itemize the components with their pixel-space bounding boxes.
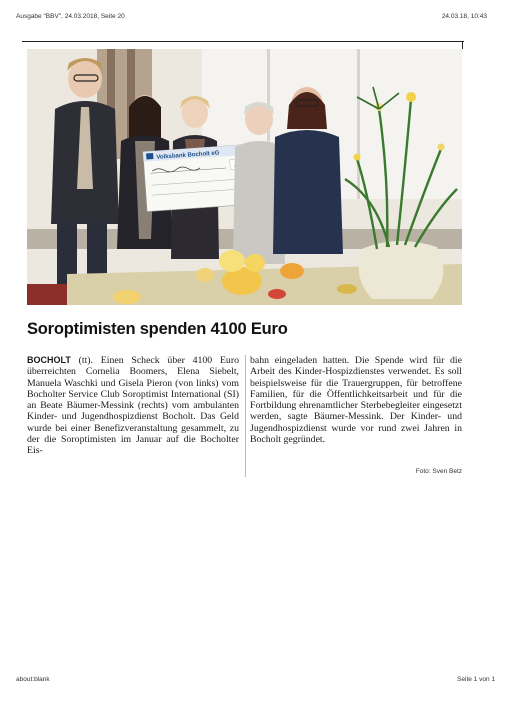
print-footer-page: Seite 1 von 1 xyxy=(457,676,495,683)
photo-illustration xyxy=(27,49,462,305)
print-header-edition: Ausgabe "BBV", 24.03.2018, Seite 20 xyxy=(16,13,125,20)
article-body-right-column xyxy=(250,355,462,445)
article-dateline: BOCHOLT xyxy=(27,355,71,365)
article-body-right-text: bahn eingeladen hatten. Die Spende wird für die Arbeit des Kinder-Hospizdienstes verwendet. Es soll beispielsweise für die Trauergruppen, für betroffene Familien, für die Öffentlichkeitsarbeit und für die Fortbildung ehrenamtlicher Sterbebegleiter eingesetzt werden, sagte Bäumer-Messink. Der Kinder- und Jugendhospizdienst wurde vor rund zwei Jahren in Bocholt gegründet. xyxy=(250,355,462,446)
photo-credit: Foto: Sven Betz xyxy=(415,468,462,475)
clipping-corner-mark xyxy=(462,41,463,49)
column-divider xyxy=(245,355,246,477)
clipping-top-rule xyxy=(22,41,464,42)
article-headline: Soroptimisten spenden 4100 Euro xyxy=(27,320,288,338)
cheque-bank-name: Volksbank Bocholt eG xyxy=(156,150,220,161)
print-footer-url: about:blank xyxy=(16,676,50,683)
print-header-timestamp: 24.03.18, 10:43 xyxy=(441,13,487,20)
article-body-left-column xyxy=(27,355,239,457)
article-body-left-text: (tt). Einen Scheck über 4100 Euro überreichten Cornelia Boomers, Elena Siebelt, Manuela Waschki und Gisela Pieron (von links) vom Bocholter Service Club Soroptimist International (SI) an Beate Bäumer-Messink (rechts) vom ambulanten Kinder- und Jugendhospizdienst Bocholt. Das Geld wurde bei einer Benefizveranstaltung gesammelt, zu der die Soroptimisten im Januar auf die Bocholter Eis- xyxy=(27,355,239,457)
article-photo xyxy=(27,49,462,305)
